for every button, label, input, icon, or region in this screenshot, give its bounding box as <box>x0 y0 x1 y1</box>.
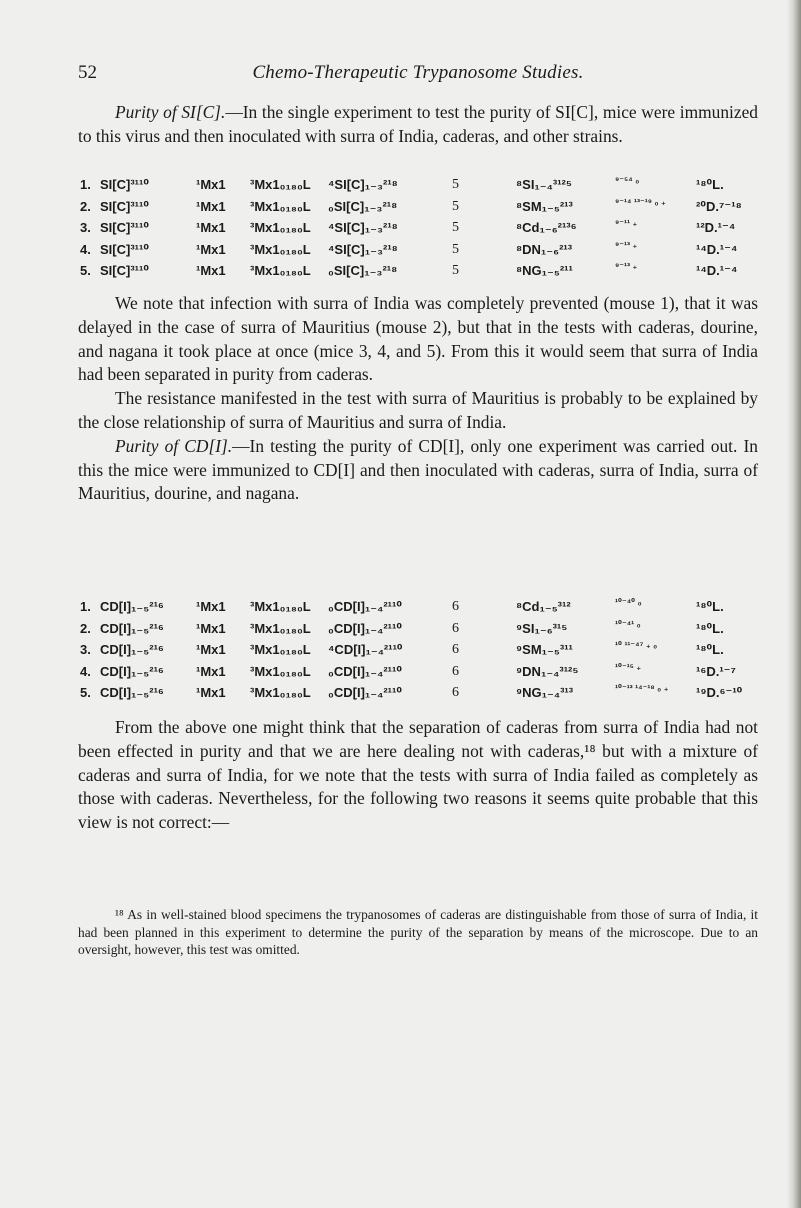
cell-dose1: ¹Mx1 <box>196 198 226 214</box>
cell-days: ⁹⁻¹⁴ ¹³⁻¹⁹ ₀ ₊ <box>615 196 666 207</box>
cell-count: 5 <box>452 198 459 214</box>
section-cd-body: —In testing the purity of CD[I], only one experiment was carried out. In this the mice were immunized to CD[I] and then inoculated with caderas, surra of India, surra of Mauritius, dourine, and nagana. <box>78 435 758 504</box>
cell-dose2: ³Mx1₀₁₈₀L <box>250 177 311 192</box>
cell-reinoculation: ₀CD[I]₁₋₄²¹¹⁰ <box>328 620 403 636</box>
cell-no: 2. <box>80 198 91 214</box>
cell-test-strain: ⁸SI₁₋₄³¹²⁵ <box>516 177 572 192</box>
cell-no: 2. <box>80 620 91 636</box>
section-cd-title: Purity of CD[I]. <box>115 435 233 456</box>
cell-test-strain: ⁹DN₁₋₄³¹²⁵ <box>516 663 579 679</box>
cell-dose1: ¹Mx1 <box>196 642 226 658</box>
cell-count: 5 <box>452 263 459 279</box>
table-row <box>78 260 768 282</box>
cell-days: ¹⁰⁻⁴¹ ₀ <box>615 618 641 629</box>
section-si-title: Purity of SI[C]. <box>115 102 226 122</box>
table-row <box>78 217 768 239</box>
cell-reinoculation: ⁴SI[C]₁₋₃²¹⁸ <box>328 177 398 192</box>
cell-dose1: ¹Mx1 <box>196 620 226 636</box>
cell-dose1: ¹Mx1 <box>196 599 226 614</box>
cell-test-strain: ⁸SM₁₋₅²¹³ <box>516 198 573 214</box>
cell-count: 6 <box>452 685 459 701</box>
cell-dose2: ³Mx1₀₁₈₀L <box>250 198 311 214</box>
cell-no: 5. <box>80 263 91 279</box>
cell-count: 6 <box>452 663 459 679</box>
cell-reinoculation: ⁴CD[I]₁₋₄²¹¹⁰ <box>328 642 403 658</box>
cell-dose1: ¹Mx1 <box>196 177 226 192</box>
cell-days: ⁹⁻¹³ ₊ <box>615 261 638 272</box>
cell-dose2: ³Mx1₀₁₈₀L <box>250 663 311 679</box>
cell-strain: CD[I]₁₋₅²¹⁶ <box>100 642 164 658</box>
cell-strain: CD[I]₁₋₅²¹⁶ <box>100 599 164 614</box>
table-row <box>78 682 768 704</box>
cell-result: ¹⁹D.⁶⁻¹⁰ <box>696 685 743 701</box>
cell-result: ¹⁶D.¹⁻⁷ <box>696 663 736 679</box>
page-edge-shadow <box>787 0 801 1208</box>
cell-result: ¹⁸⁰L. <box>696 620 724 636</box>
cell-dose1: ¹Mx1 <box>196 685 226 701</box>
cell-strain: SI[C]³¹¹⁰ <box>100 177 150 192</box>
cell-no: 4. <box>80 663 91 679</box>
cell-days: ¹⁰⁻¹³ ¹⁴⁻¹⁸ ₀ ₊ <box>615 683 669 694</box>
running-title: Chemo-Therapeutic Trypanosome Studies. <box>252 62 584 83</box>
table-row <box>78 618 768 640</box>
cell-reinoculation: ₀SI[C]₁₋₃²¹⁸ <box>328 198 398 214</box>
cell-no: 3. <box>80 642 91 658</box>
table-row <box>78 239 768 261</box>
cell-strain: CD[I]₁₋₅²¹⁶ <box>100 620 164 636</box>
cell-dose1: ¹Mx1 <box>196 220 226 236</box>
cell-no: 1. <box>80 177 91 192</box>
cell-strain: SI[C]³¹¹⁰ <box>100 220 150 236</box>
cell-dose2: ³Mx1₀₁₈₀L <box>250 263 311 279</box>
cell-result: ¹⁴D.¹⁻⁴ <box>696 263 738 279</box>
cell-strain: CD[I]₁₋₅²¹⁶ <box>100 663 164 679</box>
cell-strain: SI[C]³¹¹⁰ <box>100 198 150 214</box>
discussion-block <box>78 292 758 506</box>
section-si-paragraph <box>78 101 758 149</box>
section-si-body: —In the single experiment to test the purity of SI[C], mice were immunized to this virus and then inoculated with surra of India, caderas, and other strains. <box>78 102 758 146</box>
cell-count: 6 <box>452 642 459 658</box>
page-number: 52 <box>78 62 97 83</box>
cell-test-strain: ⁸NG₁₋₅²¹¹ <box>516 263 573 279</box>
cell-dose2: ³Mx1₀₁₈₀L <box>250 620 311 636</box>
cell-count: 5 <box>452 241 459 257</box>
table-row <box>78 196 768 218</box>
cell-result: ¹⁸⁰L. <box>696 642 724 658</box>
cell-dose2: ³Mx1₀₁₈₀L <box>250 599 311 614</box>
cell-test-strain: ⁹SI₁₋₆³¹⁵ <box>516 620 568 636</box>
cell-reinoculation: ⁴SI[C]₁₋₃²¹⁸ <box>328 241 398 257</box>
page-header <box>78 62 758 88</box>
section-purity-si <box>78 101 758 149</box>
section-cd-paragraph <box>78 435 758 506</box>
cell-dose1: ¹Mx1 <box>196 263 226 279</box>
footnote-block <box>78 906 758 959</box>
cell-result: ¹⁴D.¹⁻⁴ <box>696 241 738 257</box>
cell-strain: CD[I]₁₋₅²¹⁶ <box>100 685 164 701</box>
cell-days: ⁹⁻¹³ ₊ <box>615 239 638 250</box>
cell-test-strain: ⁹NG₁₋₄³¹³ <box>516 685 574 701</box>
conclusion-block <box>78 716 758 835</box>
cell-dose1: ¹Mx1 <box>196 663 226 679</box>
cell-test-strain: ⁸Cd₁₋₆²¹³⁶ <box>516 220 577 236</box>
cell-count: 6 <box>452 599 459 614</box>
cell-days: ¹⁰⁻⁴⁰ ₀ <box>615 597 642 607</box>
cell-days: ⁹⁻¹¹ ₊ <box>615 218 638 229</box>
table-row <box>78 639 768 661</box>
cell-no: 1. <box>80 599 91 614</box>
paragraph-resistance: The resistance manifested in the test with surra of Mauritius is probably to be explained by the close relationship of surra of Mauritius and surra of India. <box>78 388 758 432</box>
cell-reinoculation: ₀SI[C]₁₋₃²¹⁸ <box>328 263 398 279</box>
cell-days: ¹⁰⁻¹⁵ ₊ <box>615 661 642 672</box>
cell-test-strain: ⁹SM₁₋₅³¹¹ <box>516 642 573 658</box>
cell-no: 3. <box>80 220 91 236</box>
paragraph-conclusion: From the above one might think that the separation of caderas from surra of India had not been effected in purity and that we are here dealing not with caderas,¹⁸ but with a mixture of caderas and surra of India, for we note that the tests with surra of India failed as completely as those with caderas. Nevertheless, for the following two reasons it seems quite probable that this view is not correct:— <box>78 717 758 833</box>
paragraph-infection-results: We note that infection with surra of India was completely prevented (mouse 1), that it was delayed in the case of surra of Mauritius (mouse 2), but that in the tests with caderas, dourine, and nagana it took place at once (mice 3, 4, and 5). From this it would seem that surra of India had been separated in purity from caderas. <box>78 293 758 385</box>
table-row <box>78 174 768 196</box>
table-row <box>78 596 768 618</box>
cell-dose2: ³Mx1₀₁₈₀L <box>250 642 311 658</box>
table-row <box>78 661 768 683</box>
cell-reinoculation: ₀CD[I]₁₋₄²¹¹⁰ <box>328 685 403 701</box>
cell-dose2: ³Mx1₀₁₈₀L <box>250 241 311 257</box>
cell-result: ²⁰D.⁷⁻¹⁸ <box>696 198 742 214</box>
cell-count: 6 <box>452 620 459 636</box>
cell-result: ¹⁸⁰L. <box>696 599 724 614</box>
cell-test-strain: ⁸DN₁₋₆²¹³ <box>516 241 573 257</box>
cell-no: 4. <box>80 241 91 257</box>
cell-count: 5 <box>452 220 459 236</box>
cell-no: 5. <box>80 685 91 701</box>
cell-days: ⁹⁻⁵⁴ ₀ <box>615 175 640 185</box>
cell-result: ¹²D.¹⁻⁴ <box>696 220 736 236</box>
cell-dose2: ³Mx1₀₁₈₀L <box>250 220 311 236</box>
cell-count: 5 <box>452 177 459 192</box>
cell-strain: SI[C]³¹¹⁰ <box>100 263 150 279</box>
cell-strain: SI[C]³¹¹⁰ <box>100 241 150 257</box>
cell-test-strain: ⁸Cd₁₋₅³¹² <box>516 599 571 614</box>
cell-dose2: ³Mx1₀₁₈₀L <box>250 685 311 701</box>
table-cd-immunity <box>78 596 768 704</box>
footnote-18: ¹⁸ As in well-stained blood specimens the trypanosomes of caderas are distinguishable from those of surra of India, it had been planned in this experiment to determine the purity of the separation by means of the microscope. Due to an oversight, however, this test was omitted. <box>78 907 758 958</box>
cell-days: ¹⁰ ¹¹⁻⁴⁷ ₊ ₀ <box>615 640 658 651</box>
table-si-immunity <box>78 174 768 282</box>
cell-reinoculation: ⁴SI[C]₁₋₃²¹⁸ <box>328 220 398 236</box>
cell-dose1: ¹Mx1 <box>196 241 226 257</box>
cell-reinoculation: ₀CD[I]₁₋₄²¹¹⁰ <box>328 599 403 614</box>
cell-result: ¹⁸⁰L. <box>696 177 724 192</box>
cell-reinoculation: ₀CD[I]₁₋₄²¹¹⁰ <box>328 663 403 679</box>
